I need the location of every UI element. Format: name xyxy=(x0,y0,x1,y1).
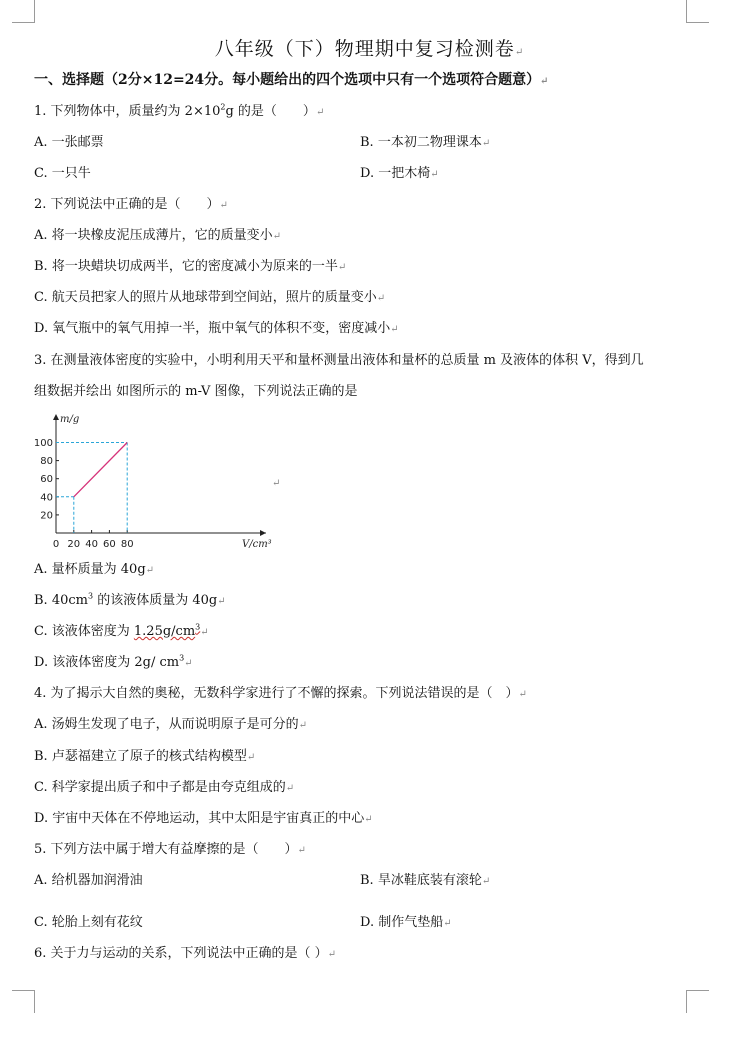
question-4-option-c: C. 科学家提出质子和中子都是由夸克组成的↵ xyxy=(34,780,295,795)
chart-paragraph-mark: ↵ xyxy=(272,478,281,489)
question-5-option-d: D. 制作气垫船↵ xyxy=(360,915,452,930)
page-title: 八年级（下）物理期中复习检测卷↵ xyxy=(214,38,525,60)
series-line xyxy=(74,443,127,497)
section-heading: 一、选择题（2分×12=24分。每小题给出的四个选项中只有一个选项符合题意）↵ xyxy=(34,72,549,88)
y-tick-label: 80 xyxy=(40,456,53,468)
y-tick-label: 100 xyxy=(33,438,53,449)
y-axis-arrow xyxy=(53,414,59,420)
question-3-stem-line1: 3. 在测量液体密度的实验中，小明利用天平和量杯测量出液体和量杯的总质量 m 及液体的体积 V，得到几 xyxy=(34,353,644,368)
x-tick-label: 0 xyxy=(52,539,60,550)
question-2-option-c: C. 航天员把家人的照片从地球带到空间站，照片的质量变小↵ xyxy=(34,290,386,305)
question-4-option-a: A. 汤姆生发现了电子，从而说明原子是可分的↵ xyxy=(34,717,308,732)
question-1-option-d: D. 一把木椅↵ xyxy=(360,166,439,181)
question-6-stem: 6. 关于力与运动的关系，下列说法中正确的是（ ）↵ xyxy=(34,946,337,961)
question-3-option-a: A. 量杯质量为 40g↵ xyxy=(34,562,155,577)
crop-mark-bottom-left xyxy=(12,990,35,1013)
question-1-option-b: B. 一本初二物理课本↵ xyxy=(360,135,491,150)
m-v-graph xyxy=(28,410,288,554)
question-1-option-c: C. 一只牛 xyxy=(34,166,91,181)
question-4-stem: 4. 为了揭示大自然的奥秘，无数科学家进行了不懈的探索。下列说法错误的是（ ）↵ xyxy=(34,686,527,701)
question-4-option-b: B. 卢瑟福建立了原子的核式结构模型↵ xyxy=(34,749,256,764)
question-5-stem: 5. 下列方法中属于增大有益摩擦的是（ ）↵ xyxy=(34,842,306,857)
question-3-option-b: B. $40cm^3$ 的该液体质量为 40g↵ xyxy=(34,591,226,608)
question-2-option-a: A. 将一块橡皮泥压成薄片，它的质量变小↵ xyxy=(34,228,282,243)
question-5-option-a: A. 给机器加润滑油 xyxy=(34,873,143,888)
y-tick-label: 60 xyxy=(40,474,53,486)
question-5-option-c: C. 轮胎上刻有花纹 xyxy=(34,915,143,930)
crop-mark-top-right xyxy=(686,0,709,23)
x-tick-label: 40 xyxy=(85,539,98,550)
question-1-stem: 1. 下列物体中，质量约为 $2\times 10^2g$ 的是（ ）↵ xyxy=(34,102,325,119)
x-axis-label: V/cm³ xyxy=(242,539,272,550)
question-3-stem-line2: 组数据并绘出 如图所示的 m-V 图像，下列说法正确的是 xyxy=(34,384,358,399)
question-2-option-b: B. 将一块蜡块切成两半，它的密度减小为原来的一半↵ xyxy=(34,259,347,274)
question-3-option-c: C. 该液体密度为 $1.25g/cm^3↵$ xyxy=(34,622,209,639)
question-2-stem: 2. 下列说法中正确的是（ ）↵ xyxy=(34,197,228,212)
question-2-option-d: D. 氧气瓶中的氧气用掉一半，瓶中氧气的体积不变，密度减小↵ xyxy=(34,321,399,336)
x-tick-label: 80 xyxy=(120,539,134,550)
x-axis-arrow xyxy=(260,530,266,536)
question-1-option-a: A. 一张邮票 xyxy=(34,135,104,150)
y-axis-label: m/g xyxy=(60,414,80,425)
question-5-option-b: B. 旱冰鞋底装有滚轮↵ xyxy=(360,873,491,888)
crop-mark-top-left xyxy=(12,0,35,23)
crop-mark-bottom-right xyxy=(686,990,709,1013)
y-tick-label: 20 xyxy=(40,510,53,522)
y-tick-label: 40 xyxy=(40,492,53,504)
x-tick-label: 60 xyxy=(103,539,116,550)
x-tick-label: 20 xyxy=(67,539,81,550)
question-4-option-d: D. 宇宙中天体在不停地运动，其中太阳是宇宙真正的中心↵ xyxy=(34,811,373,826)
question-3-option-d: D. 该液体密度为 2g/ $cm^3↵$ xyxy=(34,653,193,670)
